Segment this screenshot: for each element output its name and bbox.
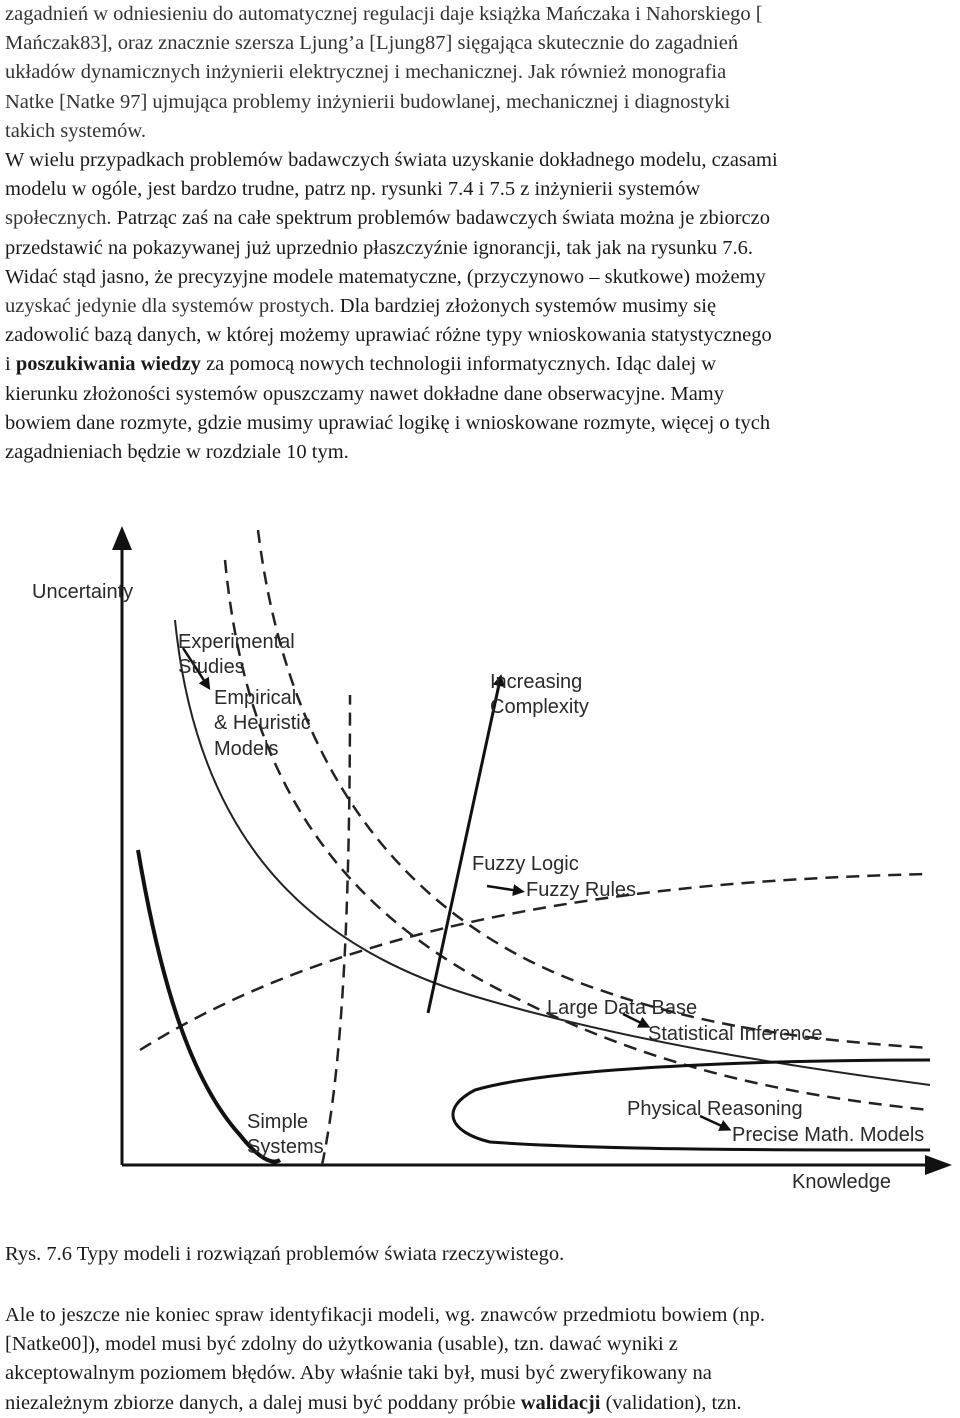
intro-paragraph	[5, 0, 960, 146]
after-line	[5, 1389, 960, 1418]
figure-caption: Rys. 7.6 Typy modeli i rozwiązań problemów świata rzeczywistego.	[5, 1243, 565, 1265]
intro-line: układów dynamicznych inżynierii elektrycznej i mechanicznej. Jak również monografia	[5, 61, 727, 84]
statistical-inference-label: Statistical Inference	[648, 1023, 823, 1045]
fuzzy-rules-label: Fuzzy Rules	[526, 879, 637, 901]
uncertainty-label: Uncertainty	[32, 581, 134, 603]
figure-svg	[0, 520, 960, 1210]
after-line: Ale to jeszcze nie koniec spraw identyfikacji modeli, wg. znawców przedmiotu bowiem (np.	[5, 1304, 765, 1326]
systems-label: Systems	[247, 1136, 324, 1158]
increasing-label: Increasing	[490, 671, 583, 693]
dashed-curve-outer	[258, 530, 930, 1048]
knowledge-label: Knowledge	[792, 1171, 891, 1193]
simple-label: Simple	[247, 1111, 309, 1133]
body-line: zadowolić bazą danych, w której możemy uprawiać różne typy wnioskowania statystycznego	[5, 324, 772, 347]
body-line: przedstawić na pokazywanej już uprzednio płaszczyźnie ignorancji, tak jak na rysunku 7.6.	[5, 236, 753, 259]
studies-label: Studies	[178, 656, 245, 678]
intro-line: Mańczak83], oraz znacznie szersza Ljung’a [Ljung87] sięgająca skutecznie do zagadnień	[5, 32, 739, 55]
after-text: (validation), tzn.	[600, 1391, 742, 1414]
body-line: Widać stąd jasno, że precyzyjne modele matematyczne, (przyczynowo – skutkowe) możemy	[5, 265, 766, 288]
body-line: bowiem dane rozmyte, gdzie musimy uprawiać logikę i wnioskowane rozmyte, więcej o tych	[5, 411, 771, 434]
main-paragraph	[5, 146, 960, 467]
heuristic-label: & Heuristic	[214, 712, 311, 734]
after-line: akceptowalnym poziomem błędów. Aby właśnie taki był, musi być zweryfikowany na	[5, 1362, 712, 1385]
body-line: kierunku złożoności systemów opuszczamy nawet dokładne dane obserwacyjne. Mamy	[5, 382, 724, 405]
body-text: i	[5, 353, 16, 376]
bold-term: poszukiwania wiedzy	[15, 353, 201, 376]
y-axis-arrowhead	[112, 526, 132, 550]
body-text: Dla bardziej złożonych systemów musimy się	[334, 295, 717, 318]
physical-reasoning-label: Physical Reasoning	[627, 1098, 803, 1120]
complexity-arrow	[428, 680, 500, 1013]
precise-math-label: Precise Math. Models	[732, 1124, 925, 1146]
intro-line: zagadnień w odniesieniu do automatycznej regulacji daje książka Mańczaka i Nahorskiego [	[5, 3, 763, 25]
after-line: [Natke00]), model musi być zdolny do użytkowania (usable), tzn. dawać wyniki z	[5, 1333, 678, 1356]
body-line	[5, 292, 960, 321]
after-text: niezależnym zbiorze danych, a dalej musi być poddany próbie	[5, 1391, 521, 1414]
body-line	[5, 350, 960, 379]
x-axis-arrowhead	[925, 1155, 952, 1175]
following-paragraph	[5, 1301, 960, 1418]
body-line: modelu w ogóle, jest bardzo trudne, patrz np. rysunki 7.4 i 7.5 z inżynierii systemów	[5, 178, 701, 201]
intro-line: takich systemów.	[5, 119, 147, 142]
dashed-curve-systems	[322, 695, 350, 1165]
body-text: Patrząc zaś na całe spektrum problemów badawczych świata można je zbiorczo	[111, 207, 771, 230]
models-label: Models	[214, 738, 279, 760]
fuzzy-logic-label: Fuzzy Logic	[472, 853, 579, 875]
body-line: zagadnieniach będzie w rozdziale 10 tym.	[5, 441, 349, 464]
large-data-base-label: Large Data Base	[547, 997, 698, 1019]
bold-term: walidacji	[520, 1391, 601, 1414]
experimental-label: Experimental	[178, 631, 295, 653]
dashed-curve-middle	[225, 560, 930, 1110]
body-line	[5, 204, 960, 233]
body-line: W wielu przypadkach problemów badawczych świata uzyskanie dokładnego modelu, czasami	[5, 149, 778, 171]
pointer-arrow-fuzzy	[487, 886, 519, 891]
body-text-scan: uzyskać jedynie dla systemów prostych.	[5, 295, 335, 318]
figure-ignorance-plane	[0, 520, 960, 1210]
body-text-scan: społecznych.	[5, 207, 112, 230]
empirical-label: Empirical	[214, 687, 297, 709]
body-text: za pomocą nowych technologii informatycznych. Idąc dalej w	[200, 353, 717, 376]
complexity-label: Complexity	[490, 696, 589, 718]
intro-line: Natke [Natke 97] ujmująca problemy inżynierii budowlanej, mechanicznej i diagnostyki	[5, 90, 731, 113]
